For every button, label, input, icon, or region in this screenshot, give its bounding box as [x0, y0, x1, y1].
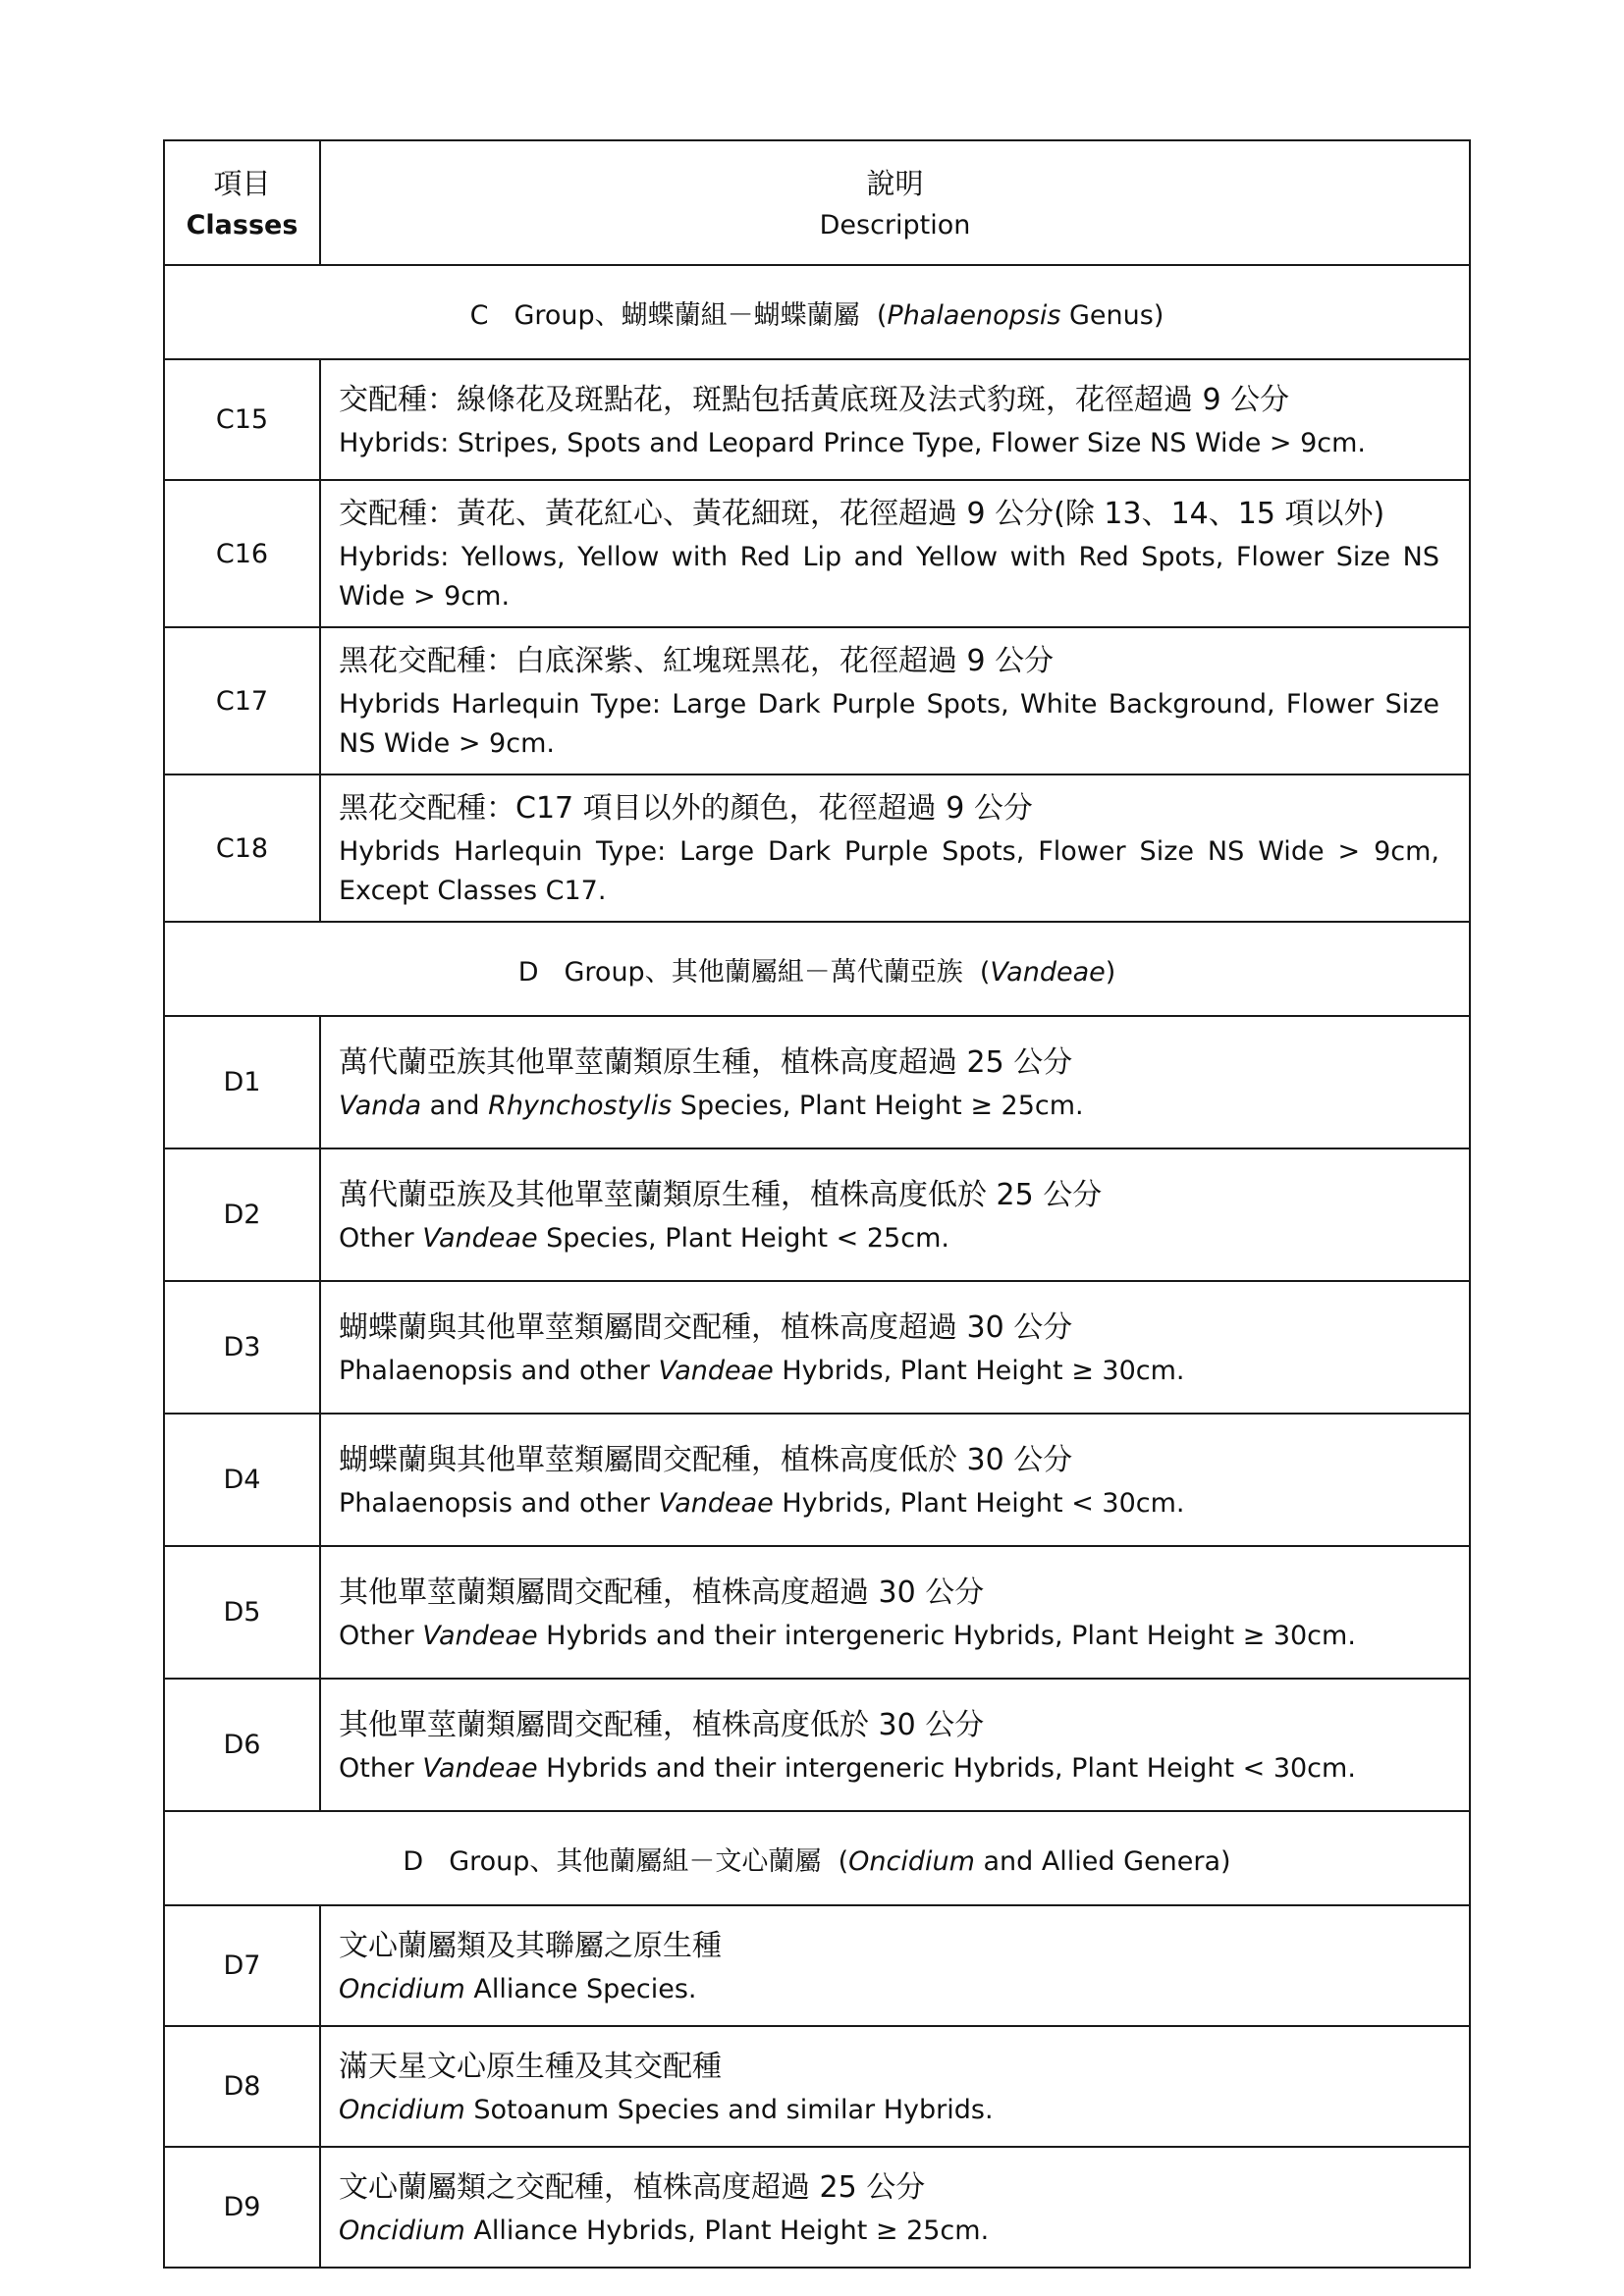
class-code: D4: [164, 1414, 320, 1546]
class-description: [320, 1148, 1470, 1281]
class-description: [320, 2026, 1470, 2147]
class-code: D9: [164, 2147, 320, 2268]
group-genus-italic: Vandeae: [990, 956, 1106, 988]
description-zh: 萬代蘭亞族及其他單莖蘭類原生種，植株高度低於 25 公分: [339, 1177, 1103, 1212]
genus-italic: Rhynchostylis: [488, 1090, 673, 1121]
group-letter: C: [469, 299, 489, 331]
class-code: D3: [164, 1281, 320, 1414]
description-header-en: Description: [819, 209, 971, 240]
group-paren-open: (: [979, 956, 991, 988]
description-en: Hybrids Harlequin Type: Large Dark Purple Spots, Flower Size NS Wide > 9cm, Except Classes C17.: [339, 836, 1439, 906]
class-description: [320, 480, 1470, 627]
group-heading-d-oncidium: [164, 1811, 1470, 1905]
description-zh: 萬代蘭亞族其他單莖蘭類原生種，植株高度超過 25 公分: [339, 1044, 1073, 1080]
description-en: [339, 1749, 1439, 1789]
description-text: Other: [339, 1222, 423, 1254]
description-zh: 交配種：黃花、黃花紅心、黃花細斑，花徑超過 9 公分(除 13、14、15 項以外): [339, 497, 1385, 531]
genus-italic: Oncidium: [339, 2215, 465, 2246]
description-en: Hybrids: Yellows, Yellow with Red Lip and Yellow with Red Spots, Flower Size NS Wide > 9cm.: [339, 542, 1439, 612]
description-text: Phalaenopsis and other: [339, 1487, 659, 1519]
description-text: Species, Plant Height < 25cm.: [537, 1222, 949, 1254]
description-en: [339, 1087, 1439, 1126]
description-zh: 滿天星文心原生種及其交配種: [339, 2049, 722, 2084]
class-row-d5: [164, 1546, 1470, 1679]
description-header-zh: 說明: [866, 166, 924, 200]
class-row-d8: [164, 2026, 1470, 2147]
genus-italic: Vandeae: [422, 1222, 538, 1254]
description-header-cell: [320, 140, 1470, 265]
description-zh: 其他單莖蘭類屬間交配種，植株高度超過 30 公分: [339, 1575, 985, 1610]
description-text: Sotoanum Species and similar Hybrids.: [464, 2094, 994, 2125]
genus-italic: Vandeae: [658, 1355, 774, 1386]
class-row-c15: [164, 359, 1470, 480]
group-paren-open: (: [838, 1845, 849, 1877]
description-en: [339, 2091, 1439, 2130]
class-row-d9: [164, 2147, 1470, 2268]
class-code: D5: [164, 1546, 320, 1679]
table-header-row: [164, 140, 1470, 265]
group-row-d-vandeae: [164, 922, 1470, 1016]
class-description: [320, 1679, 1470, 1811]
description-zh: 交配種：線條花及斑點花，斑點包括黃底斑及法式豹斑，花徑超過 9 公分: [339, 382, 1290, 417]
genus-italic: Vanda: [339, 1090, 422, 1121]
class-description: [320, 627, 1470, 774]
description-en: Hybrids Harlequin Type: Large Dark Purple Spots, White Background, Flower Size NS Wide > 9cm.: [339, 689, 1439, 759]
class-row-c18: [164, 774, 1470, 922]
description-zh: 其他單莖蘭類屬間交配種，植株高度低於 30 公分: [339, 1707, 985, 1742]
description-en: [339, 2212, 1439, 2251]
genus-italic: Vandeae: [422, 1620, 538, 1651]
group-heading-d-vandeae: [164, 922, 1470, 1016]
group-letter: D: [403, 1845, 424, 1877]
class-code: D2: [164, 1148, 320, 1281]
genus-italic: Vandeae: [422, 1752, 538, 1784]
classes-header-en: Classes: [186, 209, 298, 240]
class-description: [320, 774, 1470, 922]
description-en: [339, 1617, 1439, 1656]
description-text: Hybrids, Plant Height < 30cm.: [773, 1487, 1185, 1519]
description-en: [339, 1352, 1439, 1391]
group-row-c: [164, 265, 1470, 359]
group-letter: D: [517, 956, 539, 988]
description-text: Hybrids and their intergeneric Hybrids, Plant Height < 30cm.: [537, 1752, 1356, 1784]
class-description: [320, 1905, 1470, 2026]
group-heading-c: [164, 265, 1470, 359]
description-en: [339, 1484, 1439, 1523]
description-text: and: [421, 1090, 489, 1121]
genus-italic: Vandeae: [658, 1487, 774, 1519]
class-row-d7: [164, 1905, 1470, 2026]
group-title-zh: Group、蝴蝶蘭組－蝴蝶蘭屬: [514, 299, 860, 331]
description-zh: 蝴蝶蘭與其他單莖類屬間交配種，植株高度低於 30 公分: [339, 1442, 1073, 1477]
class-row-d4: [164, 1414, 1470, 1546]
class-code: D6: [164, 1679, 320, 1811]
description-zh: 黑花交配種：白底深紫、紅塊斑黑花，花徑超過 9 公分: [339, 644, 1055, 678]
description-text: Phalaenopsis and other: [339, 1355, 659, 1386]
group-title-zh: Group、其他蘭屬組－文心蘭屬: [449, 1845, 822, 1877]
group-paren-open: (: [876, 299, 888, 331]
orchid-classes-table: [163, 139, 1471, 2269]
genus-italic: Oncidium: [339, 1973, 465, 2004]
class-row-d1: [164, 1016, 1470, 1148]
group-title-rest: Genus): [1060, 299, 1164, 331]
description-en: Hybrids: Stripes, Spots and Leopard Prince Type, Flower Size NS Wide > 9cm.: [339, 427, 1366, 458]
class-code: D1: [164, 1016, 320, 1148]
description-text: Other: [339, 1752, 423, 1784]
description-zh: 黑花交配種：C17 項目以外的顏色，花徑超過 9 公分: [339, 791, 1033, 826]
class-description: [320, 1414, 1470, 1546]
class-row-d2: [164, 1148, 1470, 1281]
class-code: C18: [164, 774, 320, 922]
class-row-c16: [164, 480, 1470, 627]
class-code: D8: [164, 2026, 320, 2147]
description-text: Hybrids, Plant Height ≥ 30cm.: [773, 1355, 1185, 1386]
description-en: [339, 1219, 1439, 1258]
class-code: C15: [164, 359, 320, 480]
class-row-d3: [164, 1281, 1470, 1414]
description-text: Other: [339, 1620, 423, 1651]
class-row-c17: [164, 627, 1470, 774]
description-text: Alliance Species.: [464, 1973, 697, 2004]
classes-header-cell: [164, 140, 320, 265]
classes-header-zh: 項目: [213, 166, 271, 200]
description-text: Species, Plant Height ≥ 25cm.: [672, 1090, 1084, 1121]
group-genus-italic: Oncidium: [848, 1845, 975, 1877]
class-code: C16: [164, 480, 320, 627]
class-code: C17: [164, 627, 320, 774]
class-row-d6: [164, 1679, 1470, 1811]
class-description: [320, 359, 1470, 480]
class-code: D7: [164, 1905, 320, 2026]
description-zh: 文心蘭屬類及其聯屬之原生種: [339, 1928, 722, 1963]
genus-italic: Oncidium: [339, 2094, 465, 2125]
class-description: [320, 1016, 1470, 1148]
description-en: [339, 1970, 1439, 2009]
group-genus-italic: Phalaenopsis: [887, 299, 1061, 331]
group-title-rest: and Allied Genera): [974, 1845, 1231, 1877]
class-description: [320, 1546, 1470, 1679]
description-text: Alliance Hybrids, Plant Height ≥ 25cm.: [464, 2215, 990, 2246]
class-description: [320, 2147, 1470, 2268]
description-zh: 文心蘭屬類之交配種，植株高度超過 25 公分: [339, 2169, 926, 2205]
description-zh: 蝴蝶蘭與其他單莖類屬間交配種，植株高度超過 30 公分: [339, 1309, 1073, 1345]
group-row-d-oncidium: [164, 1811, 1470, 1905]
class-description: [320, 1281, 1470, 1414]
description-text: Hybrids and their intergeneric Hybrids, Plant Height ≥ 30cm.: [537, 1620, 1356, 1651]
group-title-rest: ): [1105, 956, 1116, 988]
group-title-zh: Group、其他蘭屬組－萬代蘭亞族: [564, 956, 963, 988]
